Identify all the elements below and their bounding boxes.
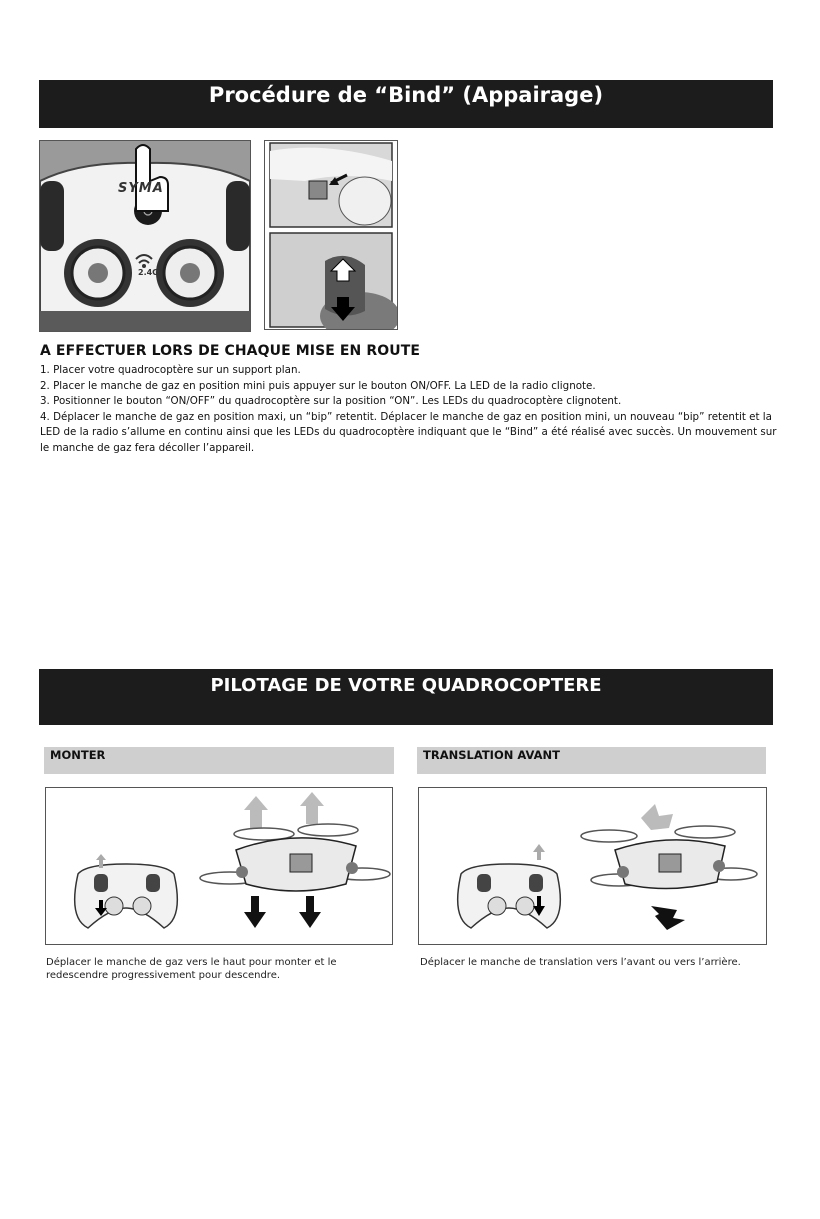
monter-subheading (44, 747, 394, 774)
monter-illustration (45, 787, 393, 945)
bind-step-2: 2. Placer le manche de gaz en position mini puis appuyer sur le bouton ON/OFF. La LED de la radio clignote. (40, 379, 596, 392)
bind-section-banner (39, 80, 773, 128)
bind-step-3: 3. Positionner le bouton “ON/OFF” du quadrocoptère sur la position “ON”. Les LEDs du quadrocoptère clignotent. (40, 395, 622, 407)
bind-section-title: Procédure de “Bind” (Appairage) (208, 83, 604, 107)
translation-label: TRANSLATION AVANT (423, 748, 560, 762)
translation-caption: Déplacer le manche de translation vers l’avant ou vers l’arrière. (420, 957, 741, 968)
bind-steps-list (40, 363, 780, 456)
pilot-section-title: PILOTAGE DE VOTRE QUADROCOPTERE (210, 675, 602, 696)
bind-step-1: 1. Placer votre quadrocoptère sur un support plan. (40, 364, 301, 376)
translation-illustration (418, 787, 767, 945)
translation-subheading (417, 747, 766, 774)
monter-caption: Déplacer le manche de gaz vers le haut pour monter et le redescendre progressivement pour descendre. (46, 957, 337, 981)
monter-label: MONTER (50, 748, 106, 762)
remote-brand-logo: SYMA (118, 181, 164, 196)
bind-instructions-heading: A EFFECTUER LORS DE CHAQUE MISE EN ROUTE (40, 343, 421, 359)
bind-step-4: 4. Déplacer le manche de gaz en position maxi, un “bip” retentit. Déplacer le manche de gaz en position mini, un nouveau “bip” retentit et la LED de la radio s’allume en continu ainsi que les LEDs du quadrocoptère indiquant que le “Bind” a été réalisé avec succès. Un mouvement sur le manche de gaz fera décoller l’appareil. (40, 410, 777, 454)
pilot-section-banner (39, 669, 773, 725)
drone-switch-photos (264, 140, 398, 330)
remote-power-button-photo (39, 140, 251, 332)
remote-frequency-label: 2.4G (138, 268, 159, 277)
